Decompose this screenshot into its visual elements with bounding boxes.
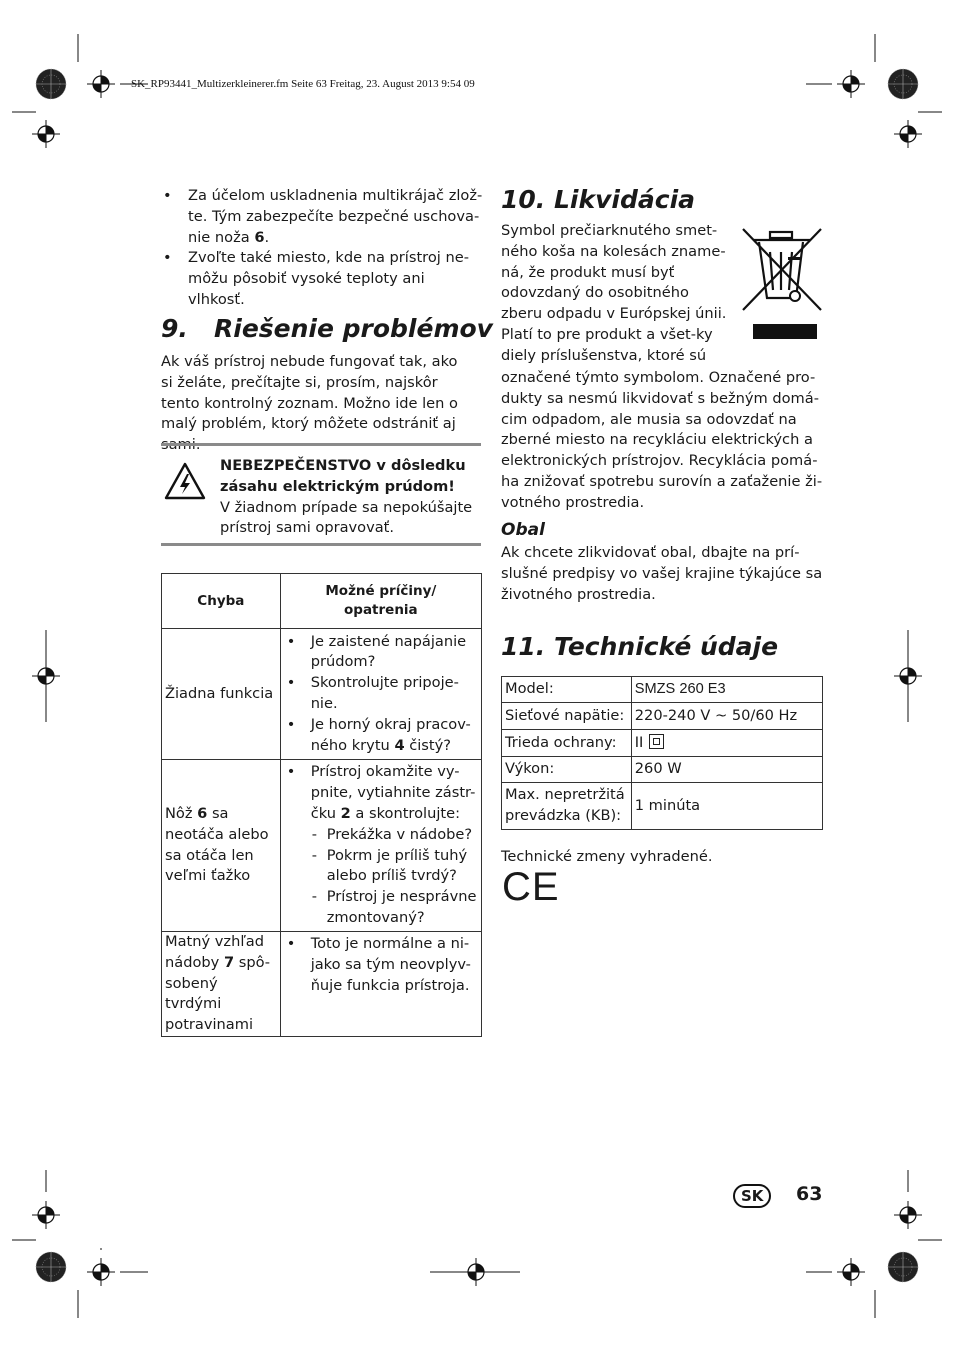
table-row <box>162 760 482 932</box>
fault-cell: Nôž 6 sa neotáča alebo sa otáča len veľmi ťažko <box>162 760 281 932</box>
table-row <box>162 574 482 629</box>
list-item: - Prekážka v nádobe? <box>284 825 478 846</box>
causes-cell <box>280 629 481 760</box>
spec-value: 1 minúta <box>631 783 822 830</box>
storage-notes <box>161 186 483 311</box>
list-item: • Skontrolujte pripoje-nie. <box>284 673 478 715</box>
fault-cell: Matný vzhľad nádoby 7 spô-sobený tvrdými potravinami <box>162 932 281 1037</box>
section-10-title: 10. Likvidácia <box>501 185 696 214</box>
list-item: • Toto je normálne a ni-jako sa tým neovplyv-ňuje funkcia prístroja. <box>284 934 478 996</box>
spec-value: 220-240 V ~ 50/60 Hz <box>631 703 822 730</box>
weee-crossed-bin-icon <box>740 226 824 342</box>
fault-cell: Žiadna funkcia <box>162 629 281 760</box>
warning-triangle-icon <box>163 461 207 501</box>
list-item: • Je horný okraj pracov-ného krytu 4 čistý? <box>284 715 478 757</box>
list-item: • Prístroj okamžite vy-pnite, vytiahnite zástr-čku 2 a skontrolujte: <box>284 762 478 824</box>
disposal-text-narrow: Symbol prečiarknutého smet-ného koša na kolesách zname-ná, že produkt musí byť odovzdaný do osobitného zberu odpadu v Európskej únii. Platí to pre produkt a všet-ky diely príslušenstva, ktoré sú <box>501 222 727 364</box>
warning-heading: NEBEZPEČENSTVO v dôsledku zásahu elektrickým prúdom! <box>220 457 466 495</box>
section-11-title: 11. Technické údaje <box>501 632 779 661</box>
warning-rule-bottom <box>161 543 481 546</box>
spec-label: Sieťové napätie: <box>502 703 632 730</box>
table-row <box>502 730 823 757</box>
column-header-causes: Možné príčiny/ opatrenia <box>280 574 481 629</box>
table-row <box>502 757 823 783</box>
list-item: - Pokrm je príliš tuhý alebo príliš tvrdý? <box>284 846 478 888</box>
list-item: - Prístroj je nesprávne zmontovaný? <box>284 887 478 929</box>
causes-cell <box>280 932 481 1037</box>
specs-table <box>501 676 823 830</box>
spec-label: Výkon: <box>502 757 632 783</box>
spec-value-cell <box>631 730 822 757</box>
list-item: • Za účelom uskladnenia multikrájač zlož-te. Tým zabezpečíte bezpečné uschova-nie noža 6. <box>161 186 483 248</box>
table-row <box>502 677 823 703</box>
table-row <box>502 783 823 830</box>
causes-cell <box>280 760 481 932</box>
spec-value: SMZS 260 E3 <box>631 677 822 703</box>
print-header-line: SK_RP93441_Multizerkleinerer.fm Seite 63 Freitag, 23. August 2013 9:54 09 <box>131 78 475 90</box>
spec-label: Max. nepretržitá prevádzka (KB): <box>502 783 632 830</box>
section-9-intro: Ak váš prístroj nebude fungovať tak, ako si želáte, prečítajte si, prosím, najskôr tento kontrolný zoznam. Možno ide len o malý problém, ktorý môžete odstrániť aj <box>161 353 458 433</box>
spec-label: Model: <box>502 677 632 703</box>
table-row <box>162 629 482 760</box>
list-item: • Zvoľte také miesto, kde na prístroj ne-môžu pôsobiť vysoké teploty ani vlhkosť. <box>161 248 483 310</box>
column-header-fault: Chyba <box>162 574 281 629</box>
page-number: 63 <box>796 1183 823 1205</box>
list-item: • Je zaistené napájanie prúdom? <box>284 632 478 674</box>
warning-body: V žiadnom prípade sa nepokúšajte prístroj sami opravovať. <box>220 498 473 537</box>
section-9-title: 9. Riešenie problémov <box>161 314 493 343</box>
warning-text <box>220 456 482 539</box>
protection-class-ii-icon <box>649 734 664 749</box>
technical-changes-note: Technické zmeny vyhradené. <box>501 848 713 865</box>
ce-mark-icon: CE <box>502 865 560 909</box>
language-badge: SK <box>733 1184 771 1208</box>
packaging-title: Obal <box>501 520 545 540</box>
table-row <box>162 932 482 1037</box>
spec-value: 260 W <box>631 757 822 783</box>
table-row <box>502 703 823 730</box>
packaging-text: Ak chcete zlikvidovať obal, dbajte na prí-slušné predpisy vo vašej krajine týkajúce sa životného prostredia. <box>501 544 823 603</box>
spec-value: II <box>634 733 644 751</box>
warning-rule-top <box>161 443 481 446</box>
disposal-text-wide: označené týmto symbolom. Označené pro-dukty sa nesmú likvidovať s bežným domá-cim odpadom, ale musia sa odovzdať na zberné miesto na recykláciu elektrických a elektronických prístrojov. Recyklácia pomá-ha znižovať spotrebu surovín a zaťaženie ži-votného prostredia. <box>501 369 823 511</box>
troubleshooting-table <box>161 573 482 1037</box>
spec-label: Trieda ochrany: <box>502 730 632 757</box>
